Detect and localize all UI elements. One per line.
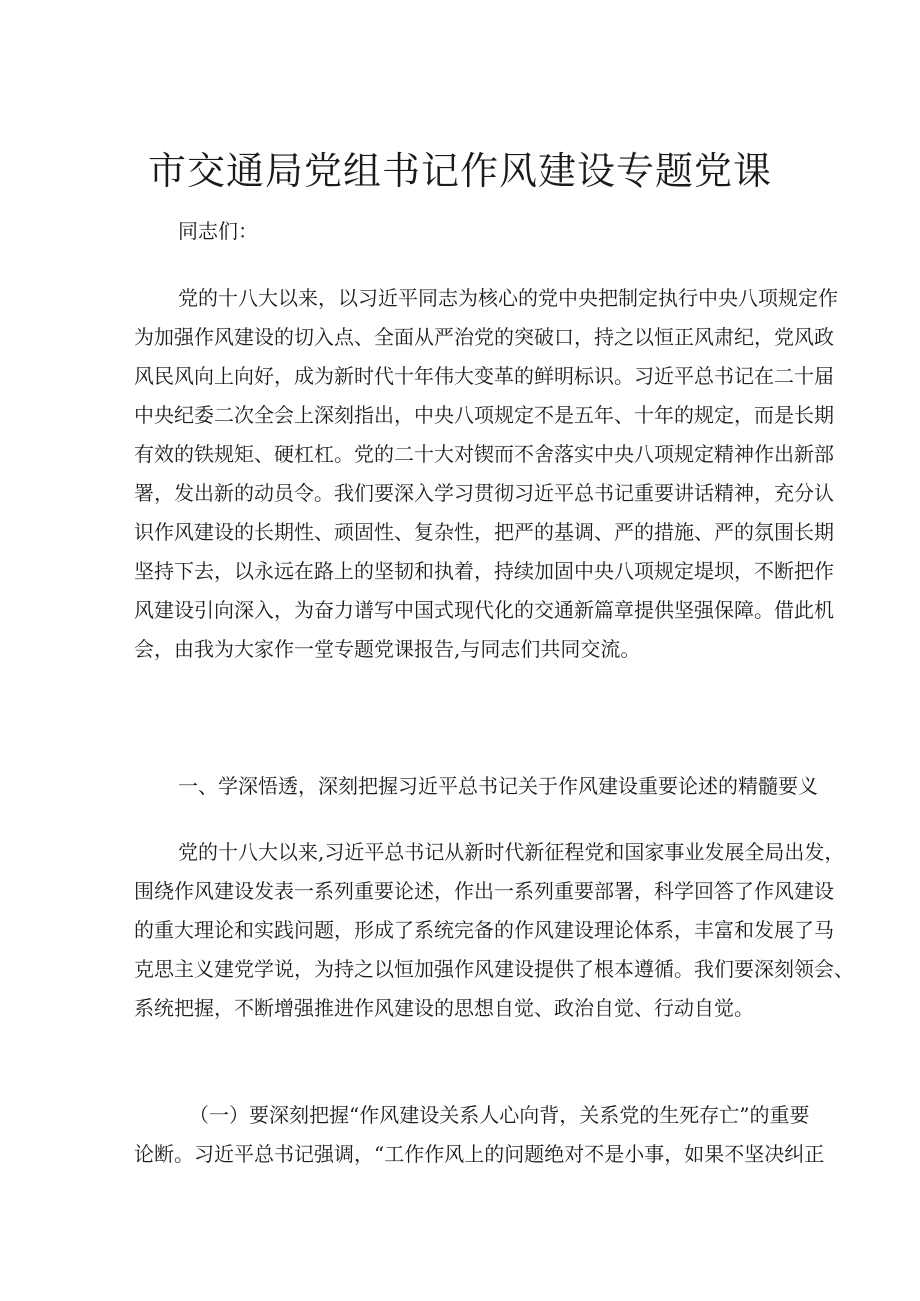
paragraph-line: 系统把握，不断增强推进作风建设的思想自觉、政治自觉、行动自觉。 xyxy=(134,996,754,1020)
paragraph-1 xyxy=(134,279,838,669)
paragraph-line: 的重大理论和实践问题，形成了系统完备的作风建设理论体系，丰富和发展了马 xyxy=(134,918,834,942)
paragraph-2 xyxy=(134,833,854,1028)
paragraph-line: 识作风建设的长期性、顽固性、复杂性，把严的基调、严的措施、严的氛围长期 xyxy=(134,520,834,544)
paragraph-line: （一）要深刻把握“作风建设关系人心向背，关系党的生死存亡”的重要 xyxy=(189,1103,810,1127)
paragraph-line: 克思主义建党学说，为持之以恒加强作风建设提供了根本遵循。我们要深刻领会、 xyxy=(134,957,854,981)
paragraph-line: 坚持下去，以永远在路上的坚韧和执着，持续加固中央八项规定堤坝，不断把作 xyxy=(134,559,834,583)
paragraph-line: 为加强作风建设的切入点、全面从严治党的突破口，持之以恒正风肃纪，党风政 xyxy=(134,325,834,349)
salutation xyxy=(134,212,798,251)
document-title: 市交通局党组书记作风建设专题党课 xyxy=(147,149,772,193)
paragraph-3 xyxy=(134,1096,825,1174)
paragraph-line: 风建设引向深入，为奋力谱写中国式现代化的交通新篇章提供坚强保障。借此机 xyxy=(134,598,834,622)
paragraph-line: 论断。习近平总书记强调，“工作作风上的问题绝对不是小事，如果不坚决纠正 xyxy=(134,1142,825,1166)
paragraph-line: 党的十八大以来，以习近平同志为核心的党中央把制定执行中央八项规定作 xyxy=(178,286,838,310)
heading-text: 一、学深悟透，深刻把握习近平总书记关于作风建设重要论述的精髓要义 xyxy=(178,774,818,798)
paragraph-line: 中央纪委二次全会上深刻指出，中央八项规定不是五年、十年的规定，而是长期 xyxy=(134,403,834,427)
paragraph-line: 风民风向上向好，成为新时代十年伟大变革的鲜明标识。习近平总书记在二十届 xyxy=(134,364,834,388)
paragraph-line: 署，发出新的动员令。我们要深入学习贯彻习近平总书记重要讲话精神，充分认 xyxy=(134,481,834,505)
section-heading-1 xyxy=(134,767,818,806)
paragraph-line: 有效的铁规矩、硬杠杠。党的二十大对锲而不舍落实中央八项规定精神作出新部 xyxy=(134,442,834,466)
paragraph-line: 围绕作风建设发表一系列重要论述，作出一系列重要部署，科学回答了作风建设 xyxy=(134,879,834,903)
paragraph-line: 党的十八大以来,习近平总书记从新时代新征程党和国家事业发展全局出发， xyxy=(178,840,845,864)
salutation-text: 同志们： xyxy=(178,219,258,243)
paragraph-line: 会，由我为大家作一堂专题党课报告,与同志们共同交流。 xyxy=(134,637,641,661)
